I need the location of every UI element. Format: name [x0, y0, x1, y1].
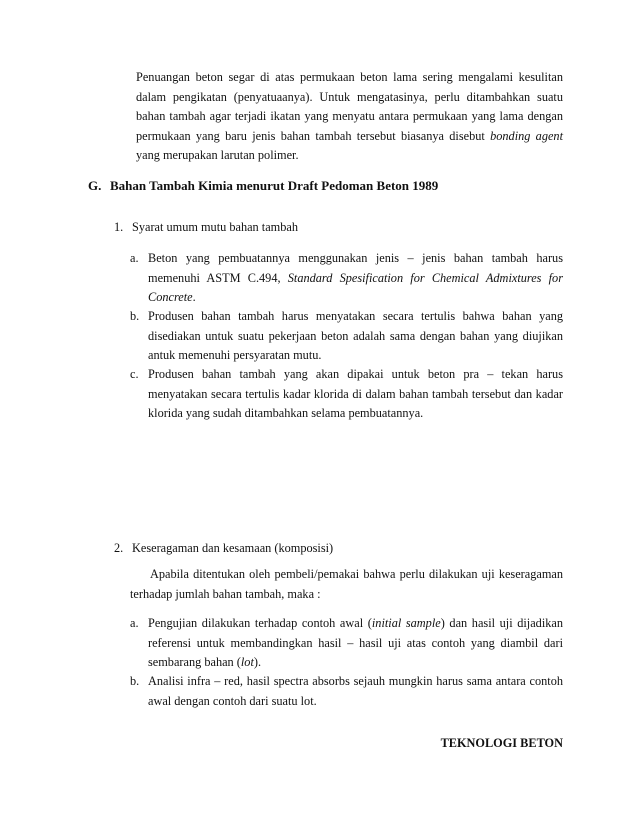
list-item-1-title: Syarat umum mutu bahan tambah [132, 220, 298, 234]
sub-item-2b-marker: b. [130, 674, 140, 688]
list-item-2-paragraph [130, 565, 563, 604]
page-footer-label: TEKNOLOGI BETON [440, 736, 563, 750]
sub-item-1c [130, 365, 563, 424]
sub-item-2a-marker: a. [130, 616, 139, 630]
sub-item-1a [130, 249, 563, 308]
sub-item-2a-initial-sample: initial sample [371, 616, 441, 630]
section-letter: G. [88, 178, 102, 193]
sub-item-1a-text-after: . [192, 290, 196, 304]
section-title: Bahan Tambah Kimia menurut Draft Pedoman Beton 1989 [110, 178, 439, 193]
sub-item-1a-text-before: Beton yang pembuatannya menggunakan jenis – jenis bahan tambah harus memenuhi ASTM C.494, [148, 251, 563, 285]
sub-item-1b-marker: b. [130, 309, 140, 323]
list-item-2-number: 2. [114, 541, 124, 555]
section-heading [88, 178, 438, 194]
list-item-2-title: Keseragaman dan kesamaan (komposisi) [132, 541, 334, 555]
sub-item-1a-text [148, 249, 563, 308]
intro-text [136, 68, 563, 166]
sub-item-1c-marker: c. [130, 367, 139, 381]
sub-item-1c-text: Produsen bahan tambah yang akan dipakai untuk beton pra – tekan harus menyatakan secara tertulis kadar klorida di dalam bahan tambah tersebut dan kadar klorida yang sudah ditambahkan selama pembuatannya. [148, 367, 563, 420]
list-item-1-heading [114, 220, 298, 235]
sub-item-2a-text-middle: ) dan hasil uji dijadikan referensi untuk membandingkan hasil – hasil uji atas contoh yang diambil dari sembarang bahan ( [148, 616, 563, 669]
sub-item-1a-standard-title: Standard Spesification for Chemical Admixtures for Concrete [148, 270, 563, 304]
sub-item-1b-text: Produsen bahan tambah harus menyatakan secara tertulis bahwa bahan yang disediakan untuk suatu pekerjaan beton adalah sama dengan bahan yang diujikan antuk memenuhi persyaratan mutu. [148, 309, 563, 362]
sub-item-2a-lot: lot [240, 655, 254, 669]
list-item-2-paragraph-text: Apabila ditentukan oleh pembeli/pemakai bahwa perlu dilakukan uji keseragaman terhadap jumlah bahan tambah, maka : [130, 567, 563, 601]
list-item-2-heading [114, 541, 333, 556]
list-item-1-number: 1. [114, 220, 124, 234]
sub-item-1a-marker: a. [130, 251, 139, 265]
intro-term: bonding agent [490, 128, 563, 143]
intro-paragraph [136, 68, 563, 166]
sub-item-1b [130, 307, 563, 366]
intro-text-before: Penuangan beton segar di atas permukaan beton lama sering mengalami kesulitan dalam pengikatan (penyatuaanya). Untuk mengatasinya, perlu ditambahkan suatu bahan tambah agar terjadi ikatan yang menyatu antara permukaan yang lama dengan permukaan yang baru jenis bahan tambah tersebut biasanya disebut [136, 70, 563, 143]
sub-item-2a-text-after: ). [253, 655, 262, 669]
intro-text-after: yang merupakan larutan polimer. [136, 148, 299, 162]
sub-item-2a-text-before: Pengujian dilakukan terhadap contoh awal ( [148, 616, 372, 630]
sub-item-2a-text [148, 614, 563, 673]
sub-item-2b-text: Analisi infra – red, hasil spectra absorbs sejauh mungkin harus sama antara contoh awal dengan contoh dari suatu lot. [148, 674, 563, 708]
sub-item-2b [130, 672, 563, 711]
sub-item-2a [130, 614, 563, 673]
